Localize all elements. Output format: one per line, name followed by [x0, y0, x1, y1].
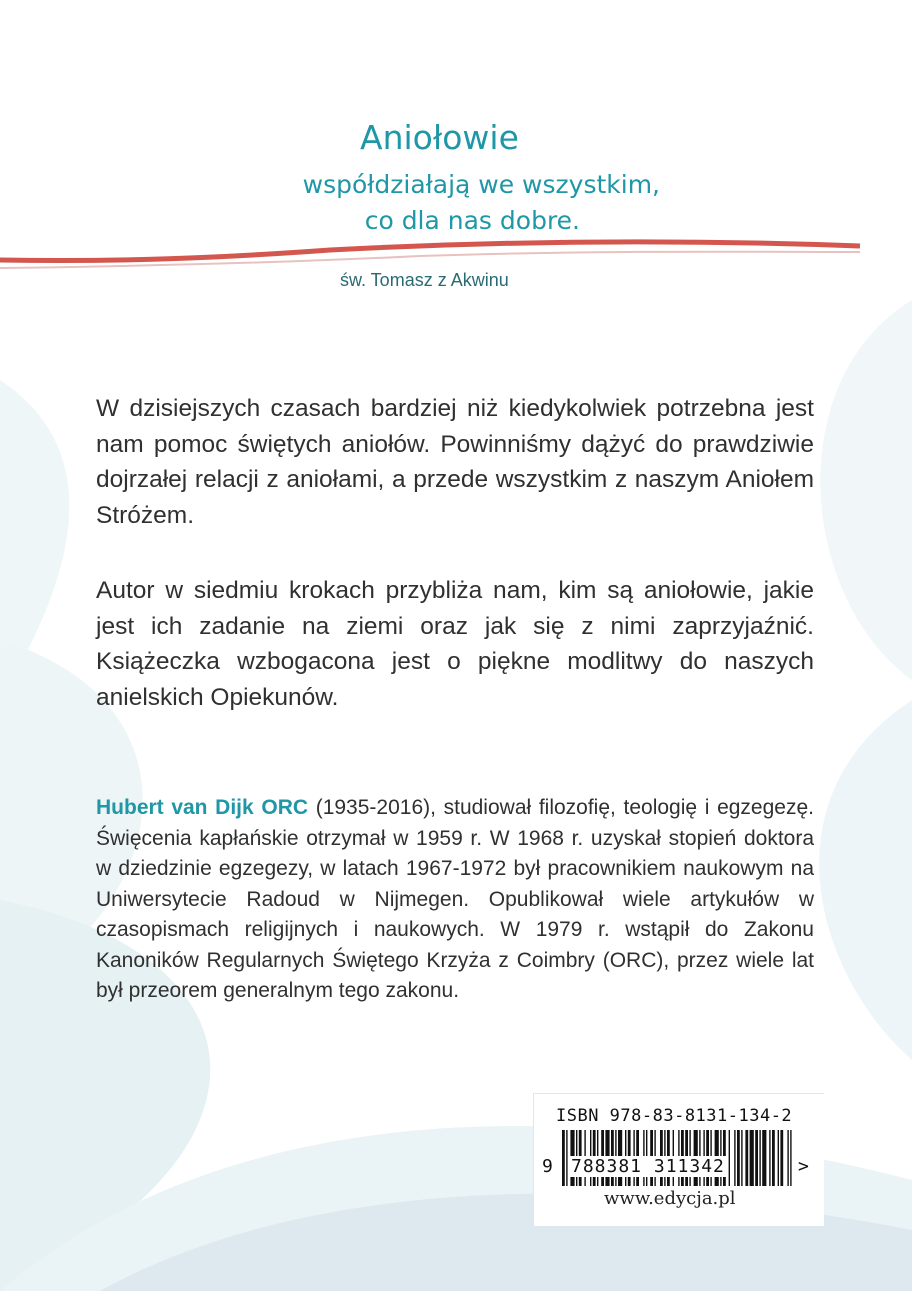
author-bio: [96, 793, 814, 1007]
isbn-block: [533, 1093, 824, 1226]
quote-line-3: co dla nas dobre.: [364, 206, 580, 235]
barcode-bar: [772, 1130, 775, 1186]
barcode-bar: [778, 1130, 779, 1186]
barcode-bar: [769, 1130, 770, 1186]
author-name: Hubert van Dijk ORC: [96, 796, 309, 819]
author-bio-text: (1935-2016), studiował filozofię, teologię i egzegezę. Święcenia kapłańskie otrzymał w 1959 r. W 1968 r. uzyskał stopień doktora w dziedzinie egzegezy, w latach 1967-1972 był pracownikiem naukowym na Uniwersytecie Radoud w Nijmegen. Opublikował wiele artykułów w czasopismach religijnych i naukowych. W 1979 r. wstąpił do Zakonu Kanoników Regularnych Świętego Krzyża z Coimbry (ORC), przez wiele lat był przeorem generalnym tego zakonu.: [96, 796, 814, 1002]
barcode-bar: [780, 1130, 783, 1186]
barcode-bar: [566, 1130, 567, 1186]
barcode-bar: [734, 1130, 735, 1186]
barcode-bar: [741, 1130, 742, 1186]
barcode-bar: [745, 1130, 748, 1186]
barcode-bar: [750, 1130, 754, 1186]
barcode-bar: [759, 1130, 760, 1186]
barcode-bar: [787, 1130, 788, 1186]
barcode-bar: [790, 1130, 791, 1186]
quote-attribution: św. Tomasz z Akwinu: [340, 270, 509, 290]
quote-line-2: współdziałają we wszystkim,: [302, 170, 660, 199]
barcode-arrow: >: [798, 1156, 809, 1177]
barcode-bar: [762, 1130, 766, 1186]
barcode-bar: [755, 1130, 758, 1186]
description-paragraph-2: Autor w siedmiu krokach przybliża nam, kim są aniołowie, jakie jest ich zadanie na ziemi oraz jak się z nimi zaprzyjaźnić. Książeczka wzbogacona jest o piękne modlitwy do naszych anielskich Opiekunów.: [96, 577, 814, 711]
description-paragraph-1: W dzisiejszych czasach bardziej niż kiedykolwiek potrzebna jest nam pomoc świętych aniołów. Powinniśmy dążyć do prawdziwie dojrzałej relacji z aniołami, a przede wszystkim z naszym Aniołem Stróżem.: [96, 395, 814, 529]
barcode-bar: [729, 1130, 730, 1186]
barcode-bar: [562, 1130, 565, 1186]
barcode-first-digit: 9: [542, 1156, 553, 1177]
publisher-website: www.edycja.pl: [604, 1188, 736, 1209]
barcode-bar: [737, 1130, 740, 1186]
isbn-label: ISBN 978-83-8131-134-2: [556, 1106, 793, 1126]
barcode-number: 788381 311342: [571, 1156, 725, 1177]
quote-line-1: Aniołowie: [360, 118, 519, 157]
